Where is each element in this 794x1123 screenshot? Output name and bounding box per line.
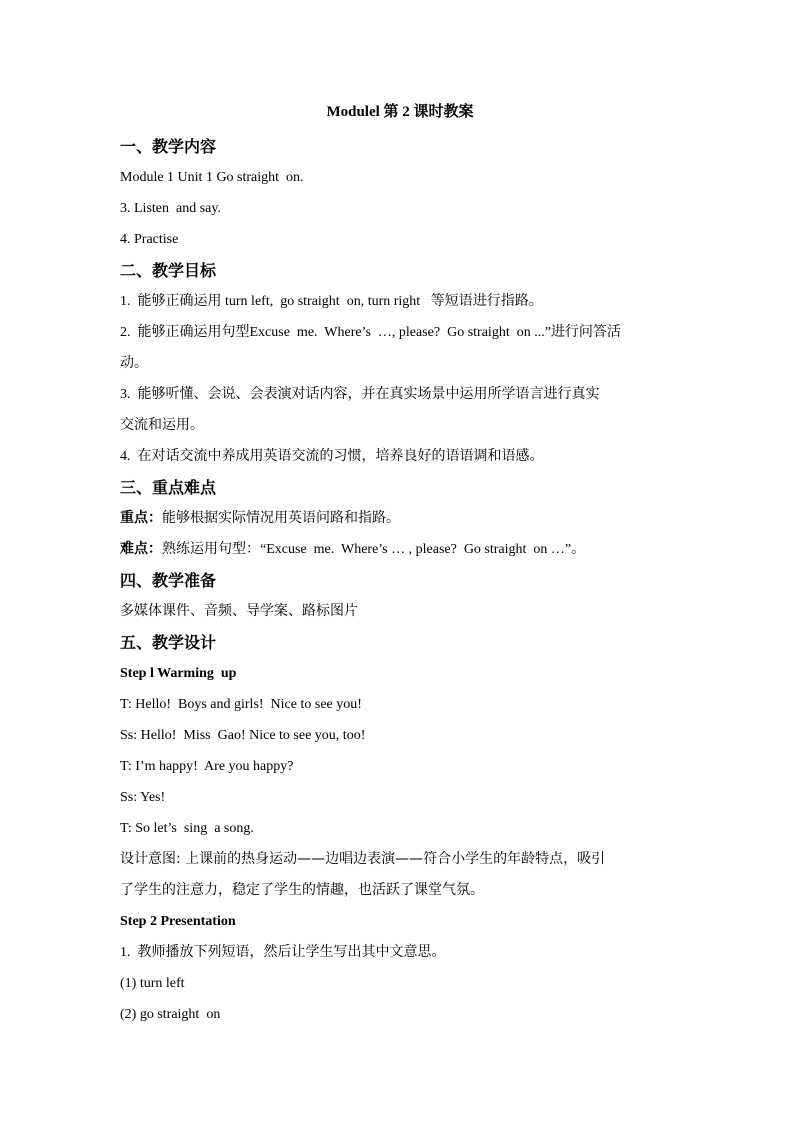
section-heading-preparation: 四、教学准备 <box>120 571 217 590</box>
key-point-label: 重点： <box>120 510 162 526</box>
step-title: Step 2 Presentation <box>120 914 236 929</box>
section-heading-design: 五、教学设计 <box>120 633 217 652</box>
text-line: 3. Listen and say. <box>120 201 221 216</box>
key-point-text: 能够根据实际情况用英语问路和指路。 <box>162 510 400 526</box>
step-title: Step l Warming up <box>120 666 237 681</box>
difficult-point-text: 熟练运用句型：“Excuse me. Where’s … , please? Go straight on …”。 <box>162 542 586 557</box>
key-point-line <box>120 503 680 534</box>
text-line: (1) turn left <box>120 976 185 991</box>
text-line: 1. 能够正确运用 turn left, go straight on, turn right 等短语进行指路。 <box>120 294 543 309</box>
section-heading-key-points: 三、重点难点 <box>120 478 217 497</box>
text-line: 4. 在对话交流中养成用英语交流的习惯，培养良好的语语调和语感。 <box>120 449 544 464</box>
text-line: 4. Practise <box>120 232 179 247</box>
text-line: 3. 能够听懂、会说、会表演对话内容，并在真实场景中运用所学语言进行真实 <box>120 387 600 402</box>
section-heading-objectives: 二、教学目标 <box>120 261 217 280</box>
dialogue-line: T: So let’s sing a song. <box>120 821 254 836</box>
text-line: 1. 教师播放下列短语，然后让学生写出其中文意思。 <box>120 945 446 960</box>
text-line: Module 1 Unit 1 Go straight on. <box>120 170 304 185</box>
dialogue-line: T: I’m happy! Are you happy? <box>120 759 294 774</box>
design-intent-line: 设计意图: 上课前的热身运动——边唱边表演——符合小学生的年龄特点，吸引 <box>120 851 606 867</box>
section-heading-content: 一、教学内容 <box>120 137 217 156</box>
dialogue-line: Ss: Hello! Miss Gao! Nice to see you, too! <box>120 728 366 743</box>
text-line: 2. 能够正确运用句型Excuse me. Where’s …, please? Go straight on ...”进行问答活 <box>120 325 621 340</box>
text-line: 多媒体课件、音频、导学案、路标图片 <box>120 603 358 619</box>
document-content <box>120 100 680 1030</box>
dialogue-line: T: Hello! Boys and girls! Nice to see you! <box>120 697 362 712</box>
text-line: (2) go straight on <box>120 1007 221 1022</box>
difficult-point-label: 难点： <box>120 541 162 557</box>
difficult-point-line <box>120 534 680 565</box>
text-line: 交流和运用。 <box>120 417 204 433</box>
page-title: Modulel 第 2 课时教案 <box>326 104 474 120</box>
text-line: 动。 <box>120 355 148 371</box>
dialogue-line: Ss: Yes! <box>120 790 166 805</box>
design-intent-line: 了学生的注意力，稳定了学生的情趣，也活跃了课堂气氛。 <box>120 882 484 898</box>
